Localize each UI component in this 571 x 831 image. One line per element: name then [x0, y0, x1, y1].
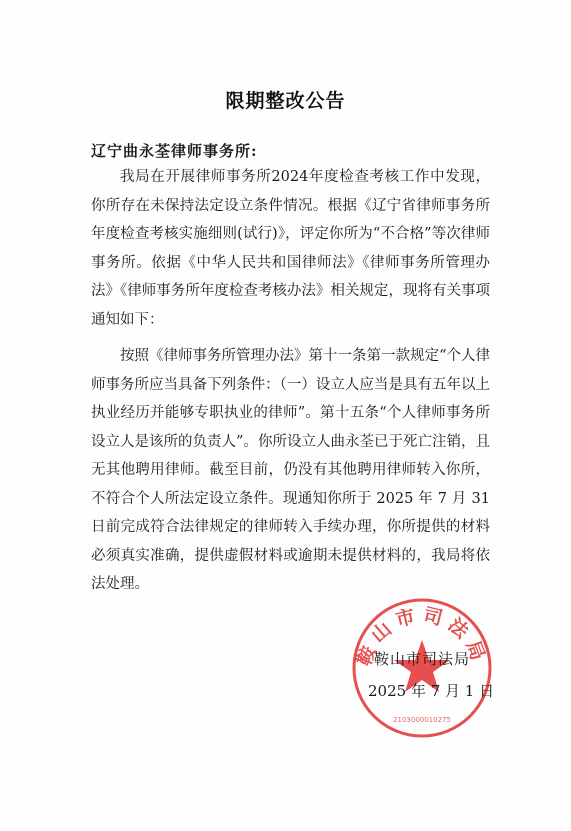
seal-text: 鞍山市司法局: [353, 604, 491, 669]
signature-date: 2025 年 7 月 1 日: [368, 682, 495, 700]
document-title: 限期整改公告: [225, 90, 346, 112]
addressee: 辽宁曲永荃律师事务所:: [91, 142, 258, 160]
paragraph-2: 按照《律师事务所管理办法》第十一条第一款规定“个人律师事务所应当具备下列条件：（一）设立人应当是具有五年以上执业经历并能够专职执业的律师”。第十五条“个人律师事务所设立人是该所的负责人”。你所设立人曲永荃已于死亡注销，且无其他聘用律师。截至目前，仍没有其他聘用律师转入你所，不符合个人所法定设立条件。现通知你所于 2025 年 7 月 31 日前完成符合法律规定的律师转入手续办理，你所提供的材料必须真实准确，提供虚假材料或逾期未提供材料的，我局将依法处理。: [91, 348, 490, 592]
signature-organization: 鞍山市司法局: [374, 650, 471, 668]
paragraph-1: 我局在开展律师事务所2024年度检查考核工作中发现，你所存在未保持法定设立条件情况。根据《辽宁省律师事务所年度检查考核实施细则(试行)》，评定你所为“不合格”等次律师事务所。依据《中华人民共和国律师法》《律师事务所管理办法》《律师事务所年度检查考核办法》相关规定，现将有关事项通知如下：: [91, 169, 490, 328]
seal-number: 2103000010275: [393, 716, 451, 724]
